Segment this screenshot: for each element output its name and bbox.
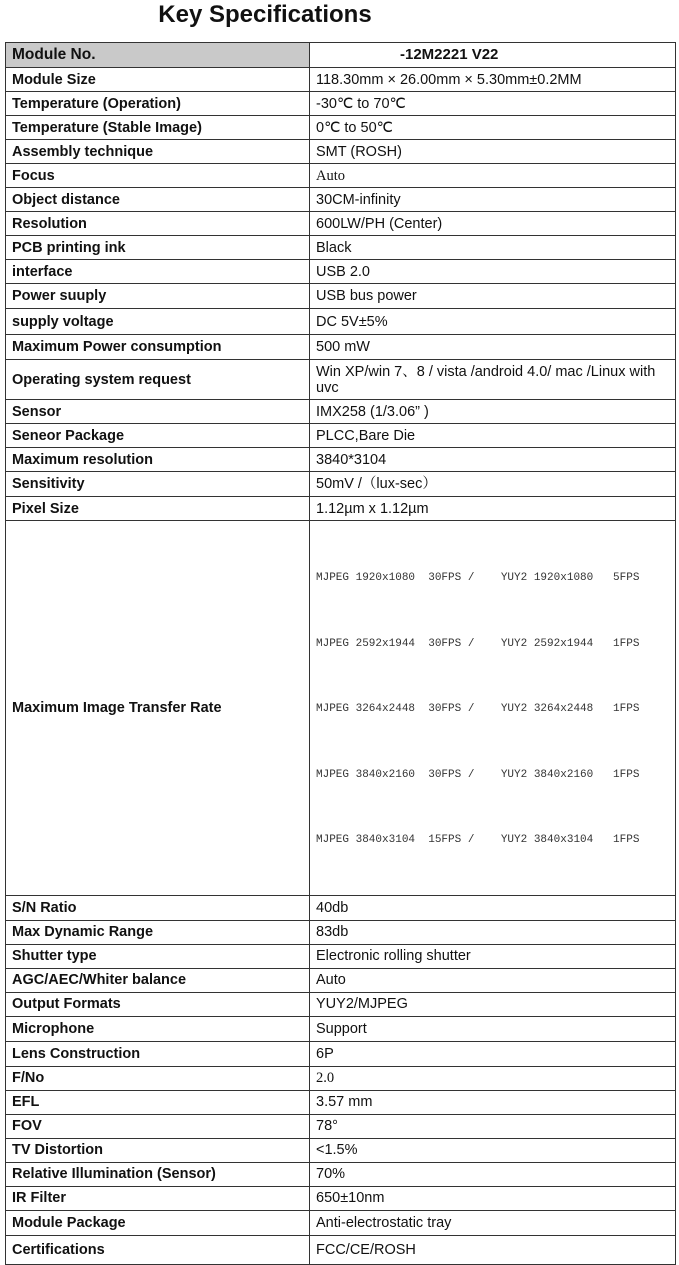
table-row <box>6 968 676 992</box>
spec-value: USB 2.0 <box>310 260 676 284</box>
table-row <box>6 497 676 521</box>
spec-value: 1.12µm x 1.12µm <box>310 497 676 521</box>
spec-value: 6P <box>310 1041 676 1066</box>
spec-value: -30℃ to 70℃ <box>310 92 676 116</box>
table-row <box>6 1090 676 1114</box>
transfer-rate-list <box>310 521 676 896</box>
spec-value: Auto <box>310 968 676 992</box>
table-row <box>6 1186 676 1210</box>
transfer-rate-line: MJPEG 1920x1080 30FPS / YUY2 1920x1080 5FPS <box>316 572 640 584</box>
spec-label: Sensitivity <box>6 472 310 497</box>
spec-label: Relative Illumination (Sensor) <box>6 1162 310 1186</box>
spec-label: Sensor <box>6 400 310 424</box>
spec-value: Electronic rolling shutter <box>310 944 676 968</box>
spec-value: 600LW/PH (Center) <box>310 212 676 236</box>
table-row <box>6 92 676 116</box>
table-row <box>6 68 676 92</box>
table-row <box>6 448 676 472</box>
spec-label: Maximum resolution <box>6 448 310 472</box>
spec-label: Focus <box>6 164 310 188</box>
table-row <box>6 236 676 260</box>
table-row <box>6 1138 676 1162</box>
table-row <box>6 1041 676 1066</box>
spec-label: PCB printing ink <box>6 236 310 260</box>
transfer-rate-line: MJPEG 3264x2448 30FPS / YUY2 3264x2448 1FPS <box>316 703 640 716</box>
spec-value: 3840*3104 <box>310 448 676 472</box>
spec-label: Temperature (Stable Image) <box>6 116 310 140</box>
table-row <box>6 43 676 68</box>
spec-label: AGC/AEC/Whiter balance <box>6 968 310 992</box>
spec-label: Max Dynamic Range <box>6 920 310 944</box>
table-row <box>6 521 676 896</box>
table-row <box>6 895 676 920</box>
spec-label: F/No <box>6 1066 310 1090</box>
transfer-rate-line: MJPEG 2592x1944 30FPS / YUY2 2592x1944 1FPS <box>316 637 640 650</box>
spec-value: 50mV /（lux-sec） <box>310 472 676 497</box>
spec-value: Black <box>310 236 676 260</box>
table-row <box>6 1114 676 1138</box>
table-row <box>6 360 676 400</box>
table-row <box>6 164 676 188</box>
spec-label: Temperature (Operation) <box>6 92 310 116</box>
table-row <box>6 1235 676 1264</box>
table-row <box>6 424 676 448</box>
table-row <box>6 992 676 1016</box>
spec-value: -12M2221 V22 <box>310 43 676 68</box>
spec-value: 83db <box>310 920 676 944</box>
spec-value: USB bus power <box>310 284 676 309</box>
spec-label: FOV <box>6 1114 310 1138</box>
table-row <box>6 400 676 424</box>
spec-value: 118.30mm × 26.00mm × 5.30mm±0.2MM <box>310 68 676 92</box>
spec-label: Assembly technique <box>6 140 310 164</box>
table-row <box>6 188 676 212</box>
spec-table <box>5 42 676 1265</box>
spec-label: IR Filter <box>6 1186 310 1210</box>
spec-value: 500 mW <box>310 335 676 360</box>
table-row <box>6 284 676 309</box>
table-row <box>6 944 676 968</box>
spec-label: Module Package <box>6 1210 310 1235</box>
spec-value: IMX258 (1/3.06” ) <box>310 400 676 424</box>
spec-value: Support <box>310 1016 676 1041</box>
spec-value: PLCC,Bare Die <box>310 424 676 448</box>
spec-value: <1.5% <box>310 1138 676 1162</box>
spec-label: Output Formats <box>6 992 310 1016</box>
spec-value: 650±10nm <box>310 1186 676 1210</box>
spec-label: Seneor Package <box>6 424 310 448</box>
spec-value: SMT (ROSH) <box>310 140 676 164</box>
spec-label: Pixel Size <box>6 497 310 521</box>
table-row <box>6 1016 676 1041</box>
table-row <box>6 335 676 360</box>
spec-value: YUY2/MJPEG <box>310 992 676 1016</box>
spec-label: TV Distortion <box>6 1138 310 1162</box>
spec-value: Auto <box>310 164 676 188</box>
spec-value: 40db <box>310 895 676 920</box>
transfer-rate-line: MJPEG 3840x2160 30FPS / YUY2 3840x2160 1FPS <box>316 768 640 781</box>
spec-value: 2.0 <box>310 1066 676 1090</box>
spec-label: Operating system request <box>6 360 310 400</box>
table-row <box>6 260 676 284</box>
spec-label: EFL <box>6 1090 310 1114</box>
table-row <box>6 920 676 944</box>
spec-label: Maximum Power consumption <box>6 335 310 360</box>
table-row <box>6 212 676 236</box>
spec-value: 3.57 mm <box>310 1090 676 1114</box>
spec-label: S/N Ratio <box>6 895 310 920</box>
table-row <box>6 472 676 497</box>
spec-label: Module Size <box>6 68 310 92</box>
page-title: Key Specifications <box>158 1 372 28</box>
spec-label: supply voltage <box>6 309 310 335</box>
spec-value: 70% <box>310 1162 676 1186</box>
spec-value: Win XP/win 7、8 / vista /android 4.0/ mac /Linux with uvc <box>310 360 676 400</box>
spec-value: 78° <box>310 1114 676 1138</box>
table-row <box>6 116 676 140</box>
spec-label: Resolution <box>6 212 310 236</box>
table-row <box>6 309 676 335</box>
spec-label: Certifications <box>6 1235 310 1264</box>
spec-value: Anti-electrostatic tray <box>310 1210 676 1235</box>
table-row <box>6 140 676 164</box>
table-row <box>6 1066 676 1090</box>
spec-label: Microphone <box>6 1016 310 1041</box>
table-row <box>6 1162 676 1186</box>
spec-value: 30CM-infinity <box>310 188 676 212</box>
table-row <box>6 1210 676 1235</box>
spec-label: Shutter type <box>6 944 310 968</box>
spec-value: DC 5V±5% <box>310 309 676 335</box>
spec-label: interface <box>6 260 310 284</box>
spec-value: 0℃ to 50℃ <box>310 116 676 140</box>
spec-label: Module No. <box>6 43 310 68</box>
transfer-rate-line: MJPEG 3840x3104 15FPS / YUY2 3840x3104 1FPS <box>316 834 640 847</box>
spec-value: FCC/CE/ROSH <box>310 1235 676 1264</box>
spec-label: Power suuply <box>6 284 310 309</box>
spec-label: Maximum Image Transfer Rate <box>6 521 310 896</box>
spec-label: Object distance <box>6 188 310 212</box>
spec-label: Lens Construction <box>6 1041 310 1066</box>
